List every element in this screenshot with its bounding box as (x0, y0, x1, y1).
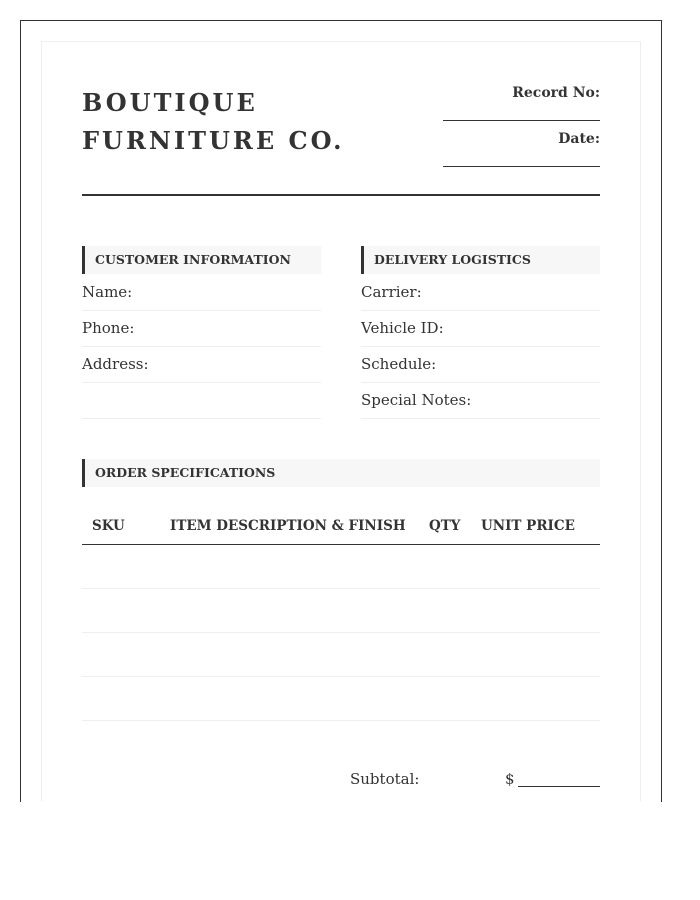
column-header-sku: SKU (92, 518, 125, 534)
date-label: Date: (558, 131, 600, 147)
company-name (82, 84, 344, 160)
carrier-field[interactable]: Carrier: (361, 275, 600, 311)
record-no-field[interactable] (443, 120, 600, 121)
column-header-unit-price: UNIT PRICE (481, 518, 575, 534)
record-no-label: Record No: (512, 85, 600, 101)
table-row[interactable] (82, 677, 600, 721)
subtotal-currency: $ (505, 770, 515, 788)
date-field[interactable] (443, 166, 600, 167)
vehicle-id-field[interactable]: Vehicle ID: (361, 311, 600, 347)
customer-address-field[interactable]: Address: (82, 347, 321, 383)
header-divider (82, 194, 600, 196)
customer-info-heading: CUSTOMER INFORMATION (82, 246, 321, 274)
schedule-field[interactable]: Schedule: (361, 347, 600, 383)
column-header-qty: QTY (429, 518, 461, 534)
table-row[interactable] (82, 589, 600, 633)
customer-phone-field[interactable]: Phone: (82, 311, 321, 347)
subtotal-label: Subtotal: (350, 770, 420, 788)
company-name-line1: BOUTIQUE (82, 88, 258, 117)
delivery-logistics-heading: DELIVERY LOGISTICS (361, 246, 600, 274)
customer-name-field[interactable]: Name: (82, 275, 321, 311)
customer-address-line2-field[interactable] (82, 383, 321, 419)
company-name-line2: FURNITURE CO. (82, 126, 345, 155)
order-specifications-heading: ORDER SPECIFICATIONS (82, 459, 600, 487)
subtotal-field[interactable] (518, 786, 600, 787)
table-row[interactable] (82, 633, 600, 677)
column-header-item-description: ITEM DESCRIPTION & FINISH (170, 518, 406, 534)
special-notes-field[interactable]: Special Notes: (361, 383, 600, 419)
table-row[interactable] (82, 545, 600, 589)
